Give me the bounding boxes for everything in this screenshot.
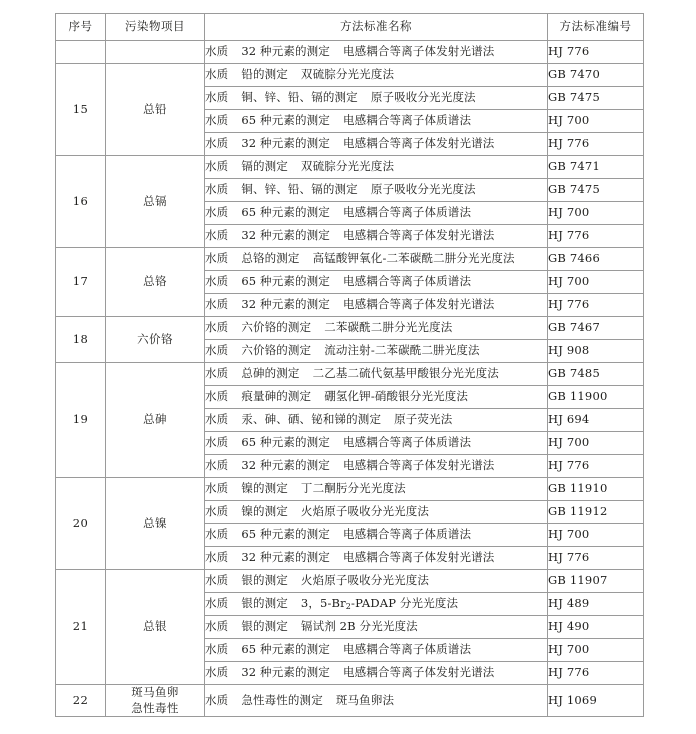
method-matrix-prefix: 水质	[205, 136, 229, 151]
method-name-cell	[205, 616, 548, 639]
method-name-cell	[205, 547, 548, 570]
method-technique-phrase: 原子荧光法	[394, 412, 453, 427]
method-technique-phrase: 斑马鱼卵法	[335, 692, 395, 707]
table-row	[56, 248, 644, 271]
method-matrix-prefix: 水质	[205, 274, 229, 289]
method-technique-phrase: 电感耦合等离子体发射光谱法	[342, 458, 495, 473]
pollutant-item-cell: 总银	[106, 570, 205, 685]
method-technique-phrase: 电感耦合等离子体发射光谱法	[342, 44, 495, 59]
method-matrix-prefix: 水质	[205, 550, 229, 565]
method-code-cell: HJ 776	[548, 662, 644, 685]
method-code-cell: HJ 489	[548, 593, 644, 616]
method-matrix-prefix: 水质	[205, 527, 229, 542]
table-body	[56, 41, 644, 717]
method-technique-phrase: 流动注射-二苯碳酰二肼光度法	[324, 343, 480, 358]
method-analyte-phrase: 镍的测定	[241, 504, 288, 519]
method-code-cell: HJ 700	[548, 524, 644, 547]
method-technique-phrase: 电感耦合等离子体发射光谱法	[342, 228, 495, 243]
method-name-cell	[205, 156, 548, 179]
method-analyte-phrase: 急性毒性的测定	[241, 692, 323, 707]
chemical-subscript: 2	[345, 602, 352, 612]
method-code-cell: GB 7467	[548, 317, 644, 340]
method-name-cell	[205, 593, 548, 616]
method-technique-phrase: 3，$5-Br_2$-PADAP 分光光度法	[300, 596, 459, 612]
method-analyte-phrase: 铜、锌、铅、镉的测定	[241, 90, 358, 105]
method-analyte-phrase: 镍的测定	[241, 481, 288, 496]
method-matrix-prefix: 水质	[205, 665, 229, 680]
method-name-cell	[205, 64, 548, 87]
method-code-cell: GB 7485	[548, 363, 644, 386]
method-analyte-phrase: 65 种元素的测定	[241, 642, 330, 657]
sequence-cell: 15	[56, 64, 106, 156]
table-row	[56, 317, 644, 340]
method-name-cell	[205, 386, 548, 409]
column-header-method-name: 方法标准名称	[205, 14, 548, 41]
method-name-cell	[205, 271, 548, 294]
method-name-cell	[205, 432, 548, 455]
method-matrix-prefix: 水质	[205, 297, 229, 312]
method-analyte-phrase: 32 种元素的测定	[241, 44, 330, 59]
method-matrix-prefix: 水质	[205, 366, 229, 381]
method-matrix-prefix: 水质	[205, 504, 229, 519]
method-matrix-prefix: 水质	[205, 90, 229, 105]
sequence-cell	[56, 41, 106, 64]
pollutant-item-cell: 总砷	[106, 363, 205, 478]
method-code-cell: GB 7470	[548, 64, 644, 87]
method-name-cell	[205, 363, 548, 386]
method-technique-phrase: 电感耦合等离子体发射光谱法	[342, 550, 495, 565]
method-technique-phrase: 火焰原子吸收分光光度法	[300, 504, 430, 519]
method-code-cell: HJ 776	[548, 133, 644, 156]
method-technique-phrase: 电感耦合等离子体发射光谱法	[342, 136, 495, 151]
method-technique-phrase: 双硫腙分光光度法	[300, 159, 395, 174]
method-analyte-phrase: 65 种元素的测定	[241, 113, 330, 128]
pollutant-item-cell	[106, 41, 205, 64]
column-header-pollutant-item: 污染物项目	[106, 14, 205, 41]
method-code-cell: GB 7475	[548, 87, 644, 110]
pollutant-item-cell: 总铅	[106, 64, 205, 156]
method-code-cell: HJ 776	[548, 41, 644, 64]
sequence-cell: 17	[56, 248, 106, 317]
method-analyte-phrase: 六价铬的测定	[241, 343, 312, 358]
method-code-cell: GB 7475	[548, 179, 644, 202]
method-analyte-phrase: 32 种元素的测定	[241, 297, 330, 312]
pollutant-item-cell: 总铬	[106, 248, 205, 317]
method-code-cell: HJ 700	[548, 110, 644, 133]
method-name-cell	[205, 133, 548, 156]
method-technique-phrase: 双硫腙分光光度法	[300, 67, 395, 82]
pollutant-item-cell: 总镉	[106, 156, 205, 248]
method-matrix-prefix: 水质	[205, 619, 229, 634]
method-matrix-prefix: 水质	[205, 44, 229, 59]
method-code-cell: HJ 1069	[548, 685, 644, 717]
sequence-cell: 21	[56, 570, 106, 685]
method-code-cell: HJ 700	[548, 271, 644, 294]
method-matrix-prefix: 水质	[205, 228, 229, 243]
method-code-cell: GB 11912	[548, 501, 644, 524]
method-matrix-prefix: 水质	[205, 573, 229, 588]
method-name-cell	[205, 570, 548, 593]
table-row	[56, 156, 644, 179]
method-analyte-phrase: 32 种元素的测定	[241, 458, 330, 473]
standards-table-container	[55, 13, 643, 717]
method-matrix-prefix: 水质	[205, 182, 229, 197]
method-analyte-phrase: 六价铬的测定	[241, 320, 312, 335]
pollutant-item-cell	[106, 685, 205, 717]
method-name-cell	[205, 662, 548, 685]
column-header-method-code: 方法标准编号	[548, 14, 644, 41]
method-analyte-phrase: 65 种元素的测定	[241, 274, 330, 289]
method-analyte-phrase: 65 种元素的测定	[241, 527, 330, 542]
method-matrix-prefix: 水质	[205, 692, 229, 707]
sequence-cell: 16	[56, 156, 106, 248]
method-name-cell	[205, 524, 548, 547]
method-name-cell	[205, 87, 548, 110]
table-row	[56, 64, 644, 87]
sequence-cell: 20	[56, 478, 106, 570]
method-technique-phrase: 火焰原子吸收分光光度法	[300, 573, 430, 588]
method-technique-phrase: 丁二酮肟分光光度法	[300, 481, 406, 496]
method-analyte-phrase: 汞、砷、硒、铋和锑的测定	[241, 412, 382, 427]
method-matrix-prefix: 水质	[205, 596, 229, 611]
method-code-cell: GB 7466	[548, 248, 644, 271]
method-technique-phrase: 原子吸收分光光度法	[370, 182, 476, 197]
sequence-cell: 19	[56, 363, 106, 478]
sequence-cell: 22	[56, 685, 106, 717]
method-matrix-prefix: 水质	[205, 435, 229, 450]
method-technique-phrase: 电感耦合等离子体发射光谱法	[342, 665, 495, 680]
method-technique-phrase: 镉试剂 2B 分光光度法	[300, 619, 418, 634]
method-name-cell	[205, 317, 548, 340]
table-row	[56, 570, 644, 593]
method-analyte-phrase: 银的测定	[241, 596, 288, 611]
method-name-cell	[205, 455, 548, 478]
method-matrix-prefix: 水质	[205, 343, 229, 358]
method-name-cell	[205, 41, 548, 64]
method-analyte-phrase: 银的测定	[241, 619, 288, 634]
method-matrix-prefix: 水质	[205, 412, 229, 427]
pollutant-item-cell: 六价铬	[106, 317, 205, 363]
method-code-cell: GB 11900	[548, 386, 644, 409]
method-analyte-phrase: 32 种元素的测定	[241, 136, 330, 151]
method-technique-phrase: 二苯碳酰二肼分光光度法	[324, 320, 453, 335]
method-analyte-phrase: 总铬的测定	[241, 251, 300, 266]
pollutant-item-line: 急性毒性	[131, 700, 179, 715]
method-analyte-phrase: 痕量砷的测定	[241, 389, 312, 404]
method-name-cell	[205, 179, 548, 202]
method-name-cell	[205, 501, 548, 524]
method-name-cell	[205, 409, 548, 432]
method-code-cell: HJ 700	[548, 639, 644, 662]
method-code-cell: HJ 776	[548, 547, 644, 570]
method-analyte-phrase: 32 种元素的测定	[241, 228, 330, 243]
pollutant-item-line: 斑马鱼卵	[131, 685, 179, 699]
method-name-cell	[205, 248, 548, 271]
sequence-cell: 18	[56, 317, 106, 363]
method-matrix-prefix: 水质	[205, 389, 229, 404]
method-code-cell: HJ 776	[548, 225, 644, 248]
method-code-cell: HJ 490	[548, 616, 644, 639]
method-technique-phrase: 电感耦合等离子体质谱法	[342, 205, 472, 220]
method-matrix-prefix: 水质	[205, 113, 229, 128]
method-technique-phrase: 硼氢化钾-硝酸银分光光度法	[324, 389, 469, 404]
table-row	[56, 478, 644, 501]
method-technique-phrase: 电感耦合等离子体质谱法	[342, 642, 472, 657]
method-code-cell: HJ 908	[548, 340, 644, 363]
method-technique-phrase: 电感耦合等离子体质谱法	[342, 527, 472, 542]
table-row	[56, 685, 644, 717]
method-analyte-phrase: 总砷的测定	[241, 366, 300, 381]
method-code-cell: HJ 776	[548, 294, 644, 317]
method-technique-phrase: 高锰酸钾氧化-二苯碳酰二肼分光光度法	[312, 251, 515, 266]
method-code-cell: HJ 776	[548, 455, 644, 478]
method-analyte-phrase: 65 种元素的测定	[241, 435, 330, 450]
table-row	[56, 363, 644, 386]
method-name-cell	[205, 478, 548, 501]
method-matrix-prefix: 水质	[205, 251, 229, 266]
method-code-cell: GB 11907	[548, 570, 644, 593]
method-matrix-prefix: 水质	[205, 67, 229, 82]
method-name-cell	[205, 202, 548, 225]
pollutant-item-cell: 总镍	[106, 478, 205, 570]
column-header-seq: 序号	[56, 14, 106, 41]
method-name-cell	[205, 110, 548, 133]
method-matrix-prefix: 水质	[205, 458, 229, 473]
method-name-cell	[205, 294, 548, 317]
method-name-cell	[205, 685, 548, 717]
table-row	[56, 41, 644, 64]
method-technique-phrase: 电感耦合等离子体质谱法	[342, 435, 472, 450]
method-analyte-phrase: 32 种元素的测定	[241, 550, 330, 565]
method-code-cell: GB 11910	[548, 478, 644, 501]
method-code-cell: HJ 700	[548, 432, 644, 455]
method-code-cell: GB 7471	[548, 156, 644, 179]
method-matrix-prefix: 水质	[205, 320, 229, 335]
table-header-row	[56, 14, 644, 41]
method-technique-phrase: 电感耦合等离子体质谱法	[342, 274, 472, 289]
method-matrix-prefix: 水质	[205, 205, 229, 220]
method-name-cell	[205, 340, 548, 363]
method-technique-phrase: 电感耦合等离子体发射光谱法	[342, 297, 495, 312]
method-technique-phrase: 原子吸收分光光度法	[370, 90, 476, 105]
standards-table	[55, 13, 644, 717]
method-matrix-prefix: 水质	[205, 481, 229, 496]
method-code-cell: HJ 700	[548, 202, 644, 225]
method-analyte-phrase: 镉的测定	[241, 159, 288, 174]
method-matrix-prefix: 水质	[205, 159, 229, 174]
method-analyte-phrase: 铜、锌、铅、镉的测定	[241, 182, 358, 197]
method-name-cell	[205, 639, 548, 662]
method-analyte-phrase: 银的测定	[241, 573, 288, 588]
method-analyte-phrase: 32 种元素的测定	[241, 665, 330, 680]
method-name-cell	[205, 225, 548, 248]
method-analyte-phrase: 铅的测定	[241, 67, 288, 82]
method-technique-phrase: 电感耦合等离子体质谱法	[342, 113, 472, 128]
method-technique-phrase: 二乙基二硫代氨基甲酸银分光光度法	[312, 366, 499, 381]
method-analyte-phrase: 65 种元素的测定	[241, 205, 330, 220]
method-matrix-prefix: 水质	[205, 642, 229, 657]
method-code-cell: HJ 694	[548, 409, 644, 432]
